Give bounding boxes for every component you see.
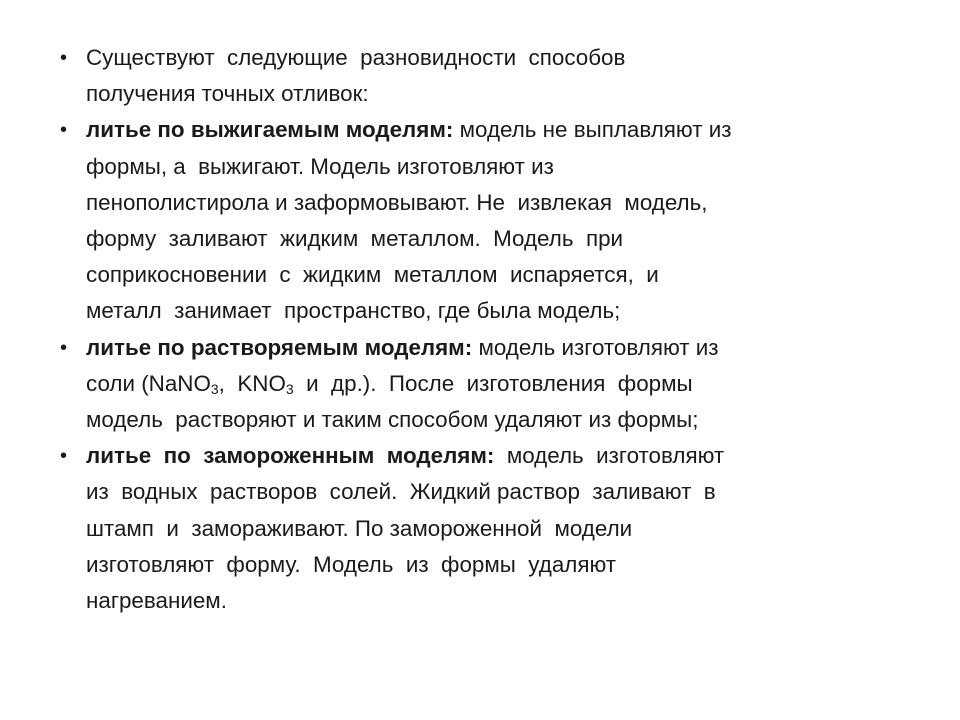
item-line: нагреванием.	[86, 588, 227, 614]
item-first-line	[86, 438, 900, 474]
item-term: литье по замороженным моделям:	[86, 443, 495, 469]
item-line: пенополистирола и заформовывают. Не извлекая модель,	[86, 189, 708, 215]
bullet-icon: •	[60, 445, 68, 468]
item-term: литье по растворяемым моделям:	[86, 334, 473, 360]
item-line: штамп и замораживают. По замороженной модели	[86, 515, 633, 541]
bullet-icon: •	[60, 47, 68, 69]
bullet-list	[60, 40, 900, 619]
item-line: форму заливают жидким металлом. Модель при	[86, 226, 624, 252]
item-line: соприкосновении с жидким металлом испаряется, и	[86, 262, 659, 288]
bullet-burnout-casting	[60, 112, 900, 329]
salt-prefix: соли (NaNO	[86, 370, 211, 396]
bullet-soluble-casting	[60, 330, 900, 439]
item-first-line	[86, 112, 900, 148]
bullet-icon: •	[60, 336, 68, 359]
subscript: 3	[210, 380, 219, 397]
item-first-rest: модель изготовляют	[494, 443, 725, 469]
bullet-icon: •	[60, 119, 68, 142]
item-line: модель растворяют и таким способом удаляют из формы;	[86, 407, 699, 433]
intro-line: Существуют следующие разновидности способов	[86, 45, 626, 70]
bullet-intro	[60, 40, 900, 112]
item-first-rest: модель не выплавляют из	[453, 117, 732, 143]
subscript: 3	[285, 380, 294, 397]
salt-formula-line	[86, 366, 900, 402]
item-term: литье по выжигаемым моделям:	[86, 117, 454, 143]
salt-suffix: и др.). После изготовления формы	[293, 370, 693, 396]
intro-line: получения точных отливок:	[86, 81, 369, 107]
item-first-line	[86, 330, 900, 366]
item-line: из водных растворов солей. Жидкий раствор заливают в	[86, 479, 716, 505]
item-line: формы, а выжигают. Модель изготовляют из	[86, 153, 554, 179]
salt-mid: , KNO	[218, 370, 286, 396]
item-line: изготовляют форму. Модель из формы удаляют	[86, 551, 617, 577]
item-line: металл занимает пространство, где была модель;	[86, 298, 621, 324]
item-first-rest: модель изготовляют из	[472, 334, 719, 360]
bullet-frozen-casting	[60, 438, 900, 619]
